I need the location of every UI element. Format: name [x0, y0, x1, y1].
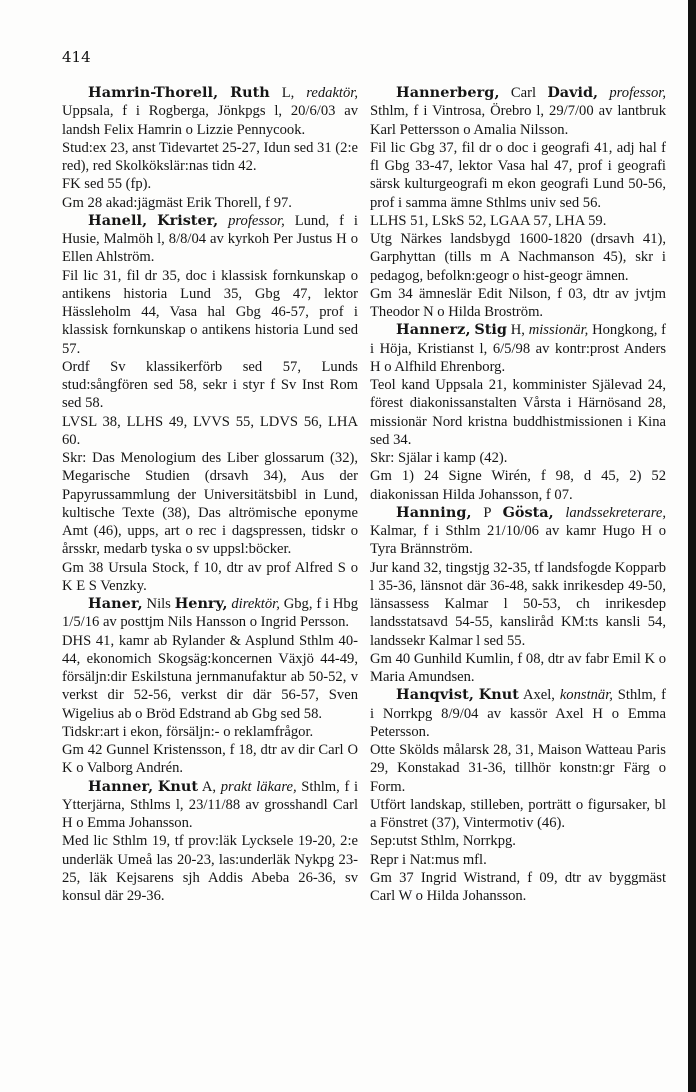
entry-paragraph: Skr: Själar i kamp (42). [370, 450, 508, 466]
entry-paragraph: Gm 28 akad:jägmäst Erik Thorell, f 97. [62, 194, 292, 211]
entry-paragraph: Utfört landskap, stilleben, porträtt o figursaker, bl a Fönstret (37), Vintermotiv (46). [370, 796, 666, 831]
entry-surname: Hanner, [88, 777, 154, 795]
entry-hanqvist [370, 686, 666, 905]
entry-occupation: professor, [609, 85, 666, 101]
entry-given-plain: Nils [146, 596, 171, 612]
entry-given-rest: Axel, [522, 687, 555, 704]
entry-paragraph: Otte Skölds målarsk 28, 31, Maison Watteau Paris 29, Konstakad 31-36, tillhör konstn:gr Färg o Form. [370, 742, 666, 795]
entry-surname: Hanell, [88, 211, 148, 229]
entry-hanner [62, 778, 358, 906]
entry-heading [370, 84, 666, 139]
entry-surname: Hannerz, [396, 321, 471, 339]
entry-text: Sthlm, f i Ytterjärna, Sthlms l, 23/11/88 av grosshandl Carl H o Emma Johansson. [62, 778, 359, 831]
entry-text: Kalmar, f i Sthlm 21/10/06 av kamr Hugo H o Tyra Brännström. [370, 523, 666, 558]
entry-heading [62, 778, 358, 833]
entry-paragraph: Utg Närkes landsbygd 1600-1820 (drsavh 41), Garphyttan (tills m A Nachmanson 45), skr i pedagog, befolkn:geogr o hist-geogr ämnen. [370, 231, 666, 284]
entry-given-plain: Carl [510, 85, 537, 101]
entry-paragraph: DHS 41, kamr ab Rylander & Asplund Sthlm 40-44, ekonomich Skogsäg:koncernen Växjö 44-49, försäljn:dir Eskilstuna jernmanufaktur ab 50-52, v verkst dir 52-56, verkst dir där 56-57, Sven Wigelius ab o Bröd Edstrand ab Gbg sed 58. [62, 632, 358, 722]
entry-text: Sthlm, f i Vintrosa, Örebro l, 29/7/00 av lantbruk Karl Pettersson o Amalia Nilsson. [370, 103, 666, 138]
entry-heading [370, 504, 666, 559]
entry-given-plain: P [483, 504, 491, 521]
entry-paragraph: LVSL 38, LLHS 49, LVVS 55, LDVS 56, LHA 60. [62, 413, 358, 448]
right-column [370, 84, 666, 905]
page-number: 414 [62, 48, 91, 66]
entry-text: Hongkong, f i Höja, Kristianst l, 6/5/98 av kontr:prost Anders H o Alfhild Ehrenborg. [370, 322, 666, 375]
entry-text: Gbg, f i Hbg 1/5/16 av posttjm Nils Hansson o Ingrid Persson. [62, 596, 359, 631]
entry-surname: Hanning, [396, 503, 472, 521]
entry-paragraph: Teol kand Uppsala 21, komminister Själevad 24, förest diakonissanstalten Vårsta i Härnösand 28, missionär Nord kristna buddhistmissionen i Kina sed 34. [370, 377, 666, 448]
entry-text: Lund, f i Husie, Malmöh l, 8/8/04 av kyrkoh Per Justus H o Ellen Ahlström. [62, 212, 358, 266]
entry-paragraph: Gm 38 Ursula Stock, f 10, dtr av prof Alfred S o K E S Venzky. [62, 559, 358, 594]
entry-given-name: Henry, [174, 595, 228, 612]
entry-surname: Haner, [88, 595, 143, 612]
entry-paragraph: Gm 40 Gunhild Kumlin, f 08, dtr av fabr Emil K o Maria Amundsen. [370, 650, 666, 685]
entry-occupation: redaktör, [306, 85, 358, 101]
entry-paragraph: FK sed 55 (fp). [62, 176, 152, 193]
entry-paragraph: Fil lic 31, fil dr 35, doc i klassisk fornkunskap o antikens historia Lund 35, Gbg 47, lektor Hässleholm 44, Vasa hal Gbg 46-57, prof i klassisk fornkunskap o antikens historia Lund sed 57. [62, 267, 358, 357]
entry-occupation: konstnär, [559, 687, 613, 704]
entry-surname: Hannerberg, [396, 84, 500, 101]
entry-given-rest: L, [281, 85, 295, 101]
left-column [62, 84, 358, 905]
entry-text: Uppsala, f i Rogberga, Jönkpgs l, 20/6/03 av landsh Felix Hamrin o Lizzie Pennycook. [62, 103, 358, 138]
entry-given-rest: A, [201, 778, 217, 795]
entry-paragraph: Repr i Nat:mus mfl. [370, 851, 487, 868]
entry-given-name: Ruth [230, 84, 270, 101]
entry-occupation: professor, [228, 212, 285, 229]
entry-given-name: Stig [474, 321, 507, 339]
entry-occupation: direktör, [231, 596, 280, 612]
entry-occupation: prakt läkare, [220, 778, 297, 795]
entry-paragraph: Gm 37 Ingrid Wistrand, f 09, dtr av byggmäst Carl W o Hilda Johansson. [370, 869, 666, 904]
entry-paragraph: Stud:ex 23, anst Tidevartet 25-27, Idun sed 31 (2:e red), red Skolkökslär:nas tidn 42. [62, 139, 358, 174]
entry-hannerz [370, 321, 666, 504]
entry-given-name: Knut [157, 777, 199, 795]
entry-paragraph: Sep:utst Sthlm, Norrkpg. [370, 833, 516, 850]
entry-given-name: Knut [478, 686, 519, 704]
entry-hanning [370, 504, 666, 687]
entry-paragraph: Gm 34 ämneslär Edit Nilson, f 03, dtr av jvtjm Theodor N o Hilda Broström. [370, 285, 666, 320]
entry-heading [62, 212, 358, 267]
entry-paragraph: LLHS 51, LSkS 52, LGAA 57, LHA 59. [370, 212, 607, 229]
entry-heading [370, 686, 666, 741]
scan-edge [688, 0, 696, 1092]
entry-paragraph: Jur kand 32, tingstjg 32-35, tf landsfogde Kopparb l 35-36, länsnot där 36-48, sakk inrikesdep 49-50, länsassess Kalmar l 50-53, ch inrikesdep landsstatsavd 54-55, kansliråd KM:ts kansli 54, landssekr Kalmar l sed 55. [370, 559, 666, 649]
entry-heading [62, 84, 358, 139]
entry-surname: Hamrin-Thorell, [88, 84, 219, 101]
entry-given-rest: H, [510, 322, 525, 339]
entry-hanell [62, 212, 358, 595]
entry-paragraph: Skr: Das Menologium des Liber glossarum (32), Megarische Studien (drsavh 34), Aus der Papyrussammlung der Universitätsbibl in Lund, kultische Texte (38), Das altrömische eponyme Amt (46), upps, art o rec i dagspressen, tidskr o årsskr, medarb tyska o sv uppsl:böcker. [62, 450, 358, 558]
entry-heading [62, 595, 358, 632]
entry-occupation: missionär, [528, 322, 589, 339]
entry-paragraph [62, 832, 358, 905]
entry-paragraph: Ordf Sv klassikerförb sed 57, Lunds stud:sångfören sed 58, sekr i styr f Sv Inst Rom sed 58. [62, 358, 358, 412]
entry-given-name: Krister, [157, 211, 219, 229]
entry-hamrin-thorell [62, 84, 358, 212]
entry-paragraph-part: Med lic Sthlm 19, tf prov:läk Lycksele 19-20, 2:e underläk Umeå las 20-23, las:underläk Nykpg 23-25, läk Kejsarens sjh Addis Abeba 26-36, sv konsul där 29-36. [62, 833, 358, 904]
entry-text: Sthlm, f i Norrkpg 8/9/04 av kassör Axel H o Emma Petersson. [370, 687, 667, 740]
entry-hannerberg [370, 84, 666, 321]
entry-paragraph: Gm 42 Gunnel Kristensson, f 18, dtr av dir Carl O K o Valborg Andrén. [62, 742, 358, 777]
entry-surname: Hanqvist, [396, 686, 474, 704]
entry-paragraph: Tidskr:art i ekon, försäljn:- o reklamfrågor. [62, 723, 314, 740]
entry-paragraph: Gm 1) 24 Signe Wirén, f 98, d 45, 2) 52 diakonissan Hilda Johansson, f 07. [370, 468, 666, 503]
entry-haner [62, 595, 358, 778]
entry-given-name: Gösta, [502, 503, 554, 521]
entry-heading [370, 321, 666, 376]
entry-given-name: David, [547, 84, 599, 101]
entry-occupation: landssekreterare, [565, 504, 666, 521]
entry-paragraph: Fil lic Gbg 37, fil dr o doc i geografi 41, adj hal f fl Gbg 33-47, lektor Vasa hal 47, prof i geografi särsk kulturgeografi m ekon geografi Lund 50-56, prof i samma ämne Sthlms univ sed 56. [370, 139, 666, 211]
